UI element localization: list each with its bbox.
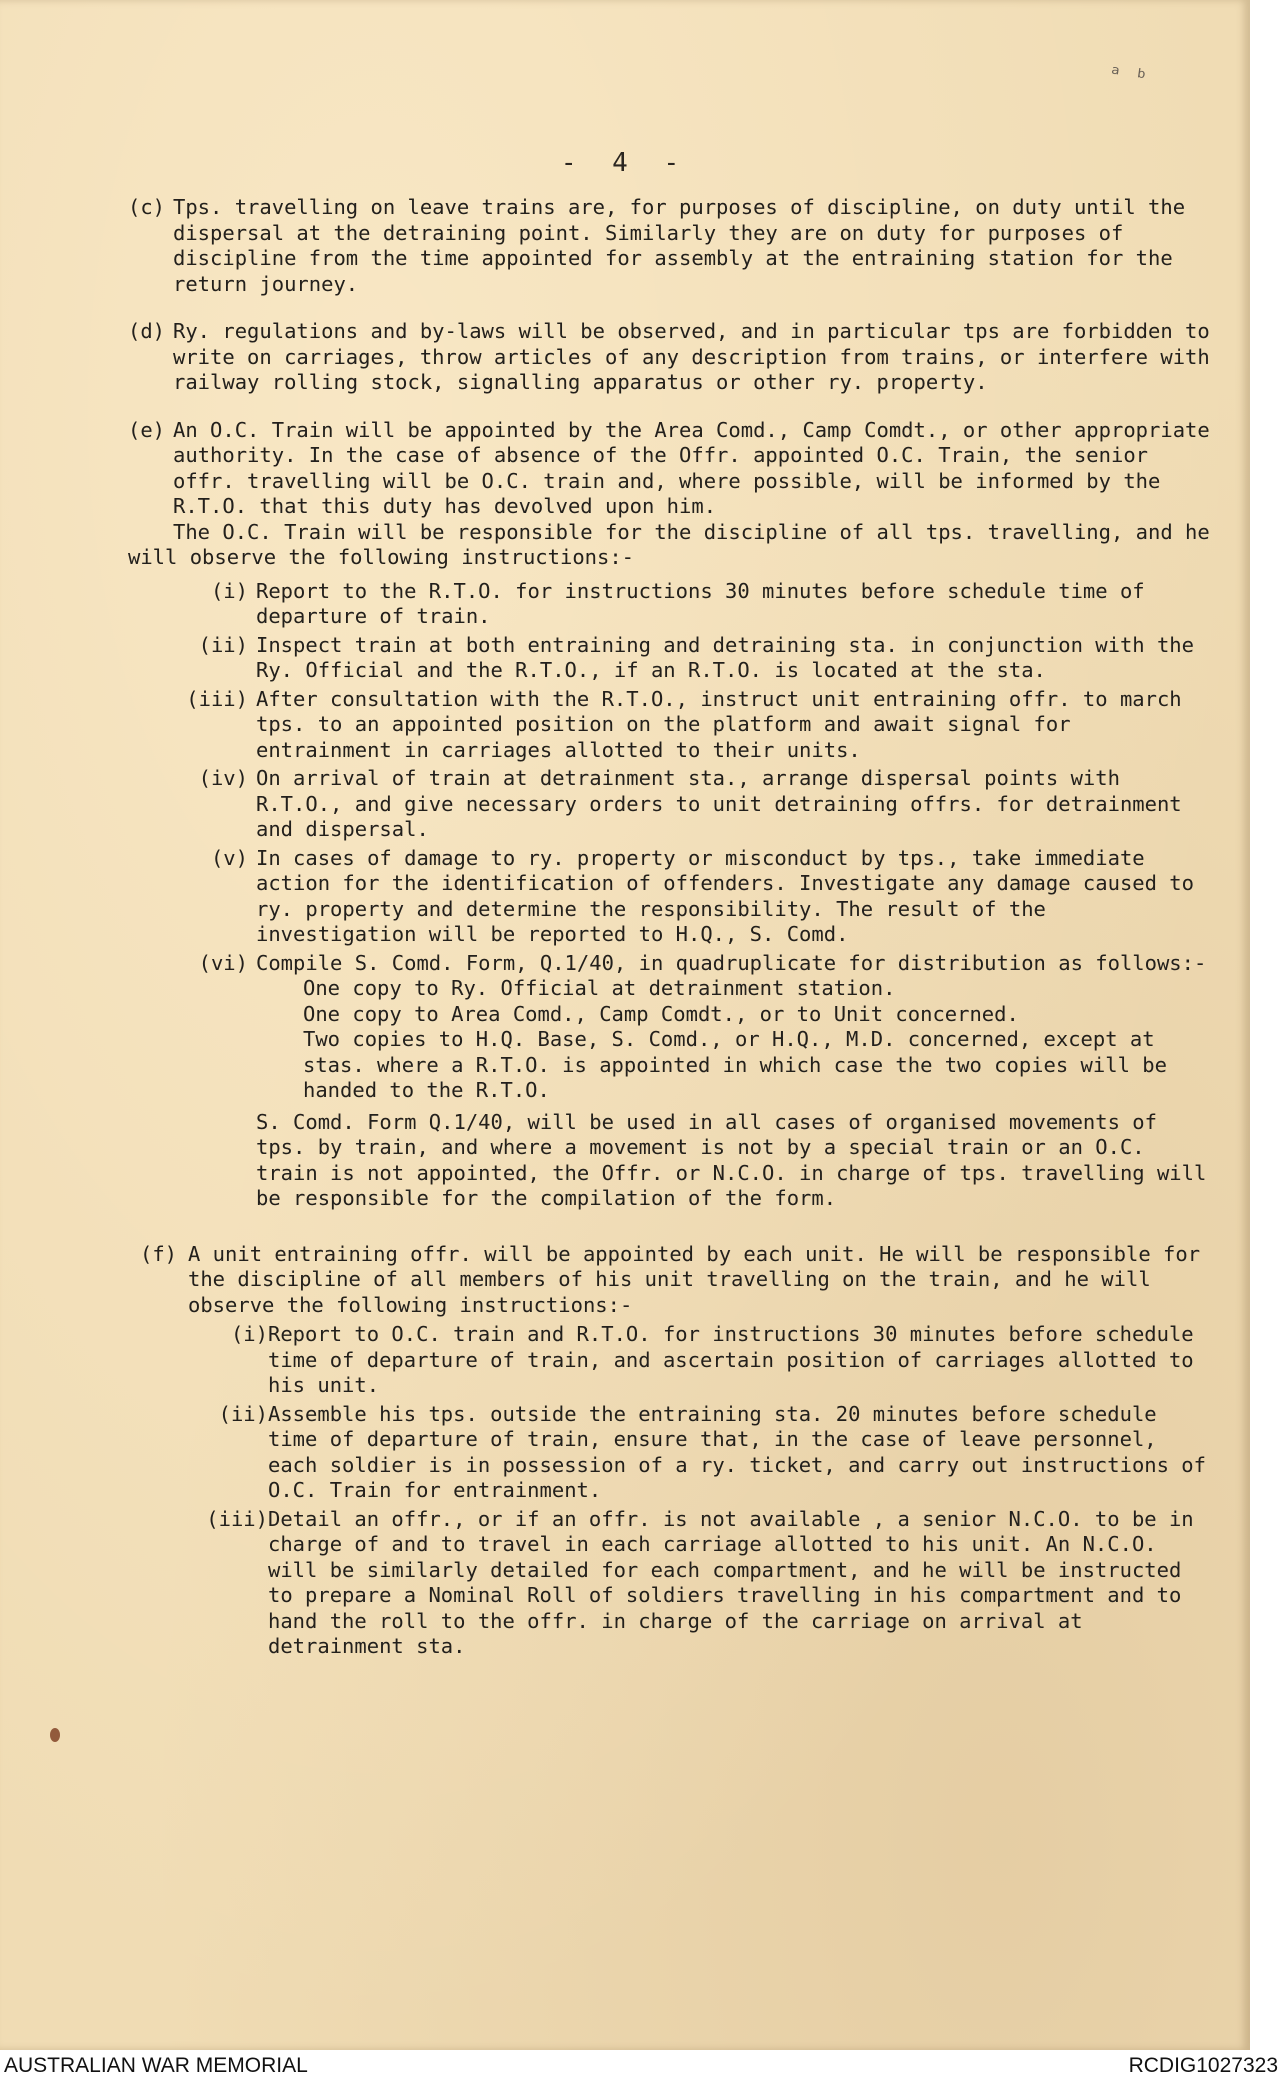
item-label: (iii) [206, 1506, 268, 1531]
item-label: (i) [210, 578, 248, 603]
paragraph-d [128, 319, 1218, 396]
list-item [128, 846, 1218, 948]
page-margin [1250, 0, 1284, 2050]
item-label: (iv) [198, 766, 248, 790]
distribution-item: One copy to Ry. Official at detrainment station. [303, 976, 896, 1000]
list-item [128, 951, 1218, 977]
list-item [128, 1402, 1218, 1504]
paragraph-c [128, 195, 1218, 297]
footer-institution: AUSTRALIAN WAR MEMORIAL [4, 2054, 308, 2077]
list-item [128, 766, 1218, 843]
paragraph-continuation: The O.C. Train will be responsible for the discipline of all tps. travelling, and he will observe the following instructions:- [128, 519, 1210, 569]
list-item [128, 1507, 1218, 1660]
paragraph-f [128, 1242, 1218, 1660]
distribution-item: One copy to Area Comd., Camp Comdt., or to Unit concerned. [303, 1001, 1019, 1026]
item-text: Report to the R.T.O. for instructions 30 minutes before schedule time of departure of train. [256, 578, 1145, 628]
item-label: (iii) [186, 686, 248, 711]
paragraph-text: An O.C. Train will be appointed by the Area Comd., Camp Comdt., or other appropriate authority. In the case of absence of the Offr. appointed O.C. Train, the senior offr. travelling will be O.C. train and, where possible, will be informed by the R.T.O. that this duty has devolved upon him. [173, 417, 1210, 518]
paragraph-text: A unit entraining offr. will be appointed by each unit. He will be responsible for the discipline of all members of his unit travelling on the train, and he will observe the following instructions:- [188, 1241, 1201, 1317]
archive-footer [0, 2050, 1284, 2082]
corner-pencil-mark: ᵃ ᵇ [1106, 61, 1150, 92]
distribution-item: Two copies to H.Q. Base, S. Comd., or H.Q., M.D. concerned, except at stas. where a R.T.O. is appointed in which case the two copies will be handed to the R.T.O. [303, 1027, 1167, 1102]
item-text: Assemble his tps. outside the entraining sta. 20 minutes before schedule time of departure of train, ensure that, in the case of leave personnel, each soldier is in possession of a ry. ticket, and carry out instructions of O.C. Train for entrainment. [268, 1401, 1206, 1502]
item-text: Detail an offr., or if an offr. is not available , a senior N.C.O. to be in charge of and to travel in each carriage allotted to his unit. An N.C.O. will be similarly detailed for each compartment, and he will be instructed to prepare a Nominal Roll of soldiers travelling in his compartment and to hand the roll to the offr. in charge of the carriage on arrival at detrainment sta. [268, 1506, 1194, 1658]
paragraph-label: (f) [140, 1241, 178, 1266]
paragraph-e [128, 418, 1218, 1212]
paragraph-label: (e) [128, 417, 166, 442]
item-text: Report to O.C. train and R.T.O. for instructions 30 minutes before schedule time of departure of train, and ascertain position of carriages allotted to his unit. [268, 1322, 1194, 1397]
ink-stain [50, 1728, 60, 1742]
item-label: (ii) [198, 632, 248, 657]
item-text: After consultation with the R.T.O., instruct unit entraining offr. to march tps. to an appointed position on the platform and await signal for entrainment in carriages allotted to their units. [256, 686, 1182, 762]
paragraph-text: Tps. travelling on leave trains are, for purposes of discipline, on duty until the dispersal at the detraining point. Similarly they are on duty for purposes of discipline from the time appointed for assembly at the entraining station for the return journey. [173, 195, 1186, 296]
paragraph-text: Ry. regulations and by-laws will be observed, and in particular tps are forbidden to write on carriages, throw articles of any description from trains, or interfere with railway rolling stock, signalling apparatus or other ry. property. [173, 319, 1210, 394]
paragraph-label: (c) [128, 195, 166, 219]
item-text: Compile S. Comd. Form, Q.1/40, in quadruplicate for distribution as follows:- [256, 950, 1207, 975]
document-body [128, 195, 1218, 1682]
list-item [128, 579, 1218, 630]
form-note: S. Comd. Form Q.1/40, will be used in all cases of organised movements of tps. by train, and where a movement is not by a special train or an O.C. train is not appointed, the Offr. or N.C.O. in charge of tps. travelling will be responsible for the compilation of the form. [256, 1109, 1207, 1210]
item-text: In cases of damage to ry. property or misconduct by tps., take immediate action for the identification of offenders. Investigate any damage caused to ry. property and determine the responsibility. The result of the investigation will be reported to H.Q., S. Comd. [256, 845, 1194, 946]
paragraph-label: (d) [128, 319, 166, 343]
item-label: (i) [230, 1322, 268, 1346]
item-text: Inspect train at both entraining and detraining sta. in conjunction with the Ry. Official and the R.T.O., if an R.T.O. is located at the sta. [256, 632, 1194, 682]
item-label: (v) [210, 845, 248, 870]
page-number: - 4 - [560, 148, 690, 178]
distribution-list [303, 976, 1218, 1104]
list-item [128, 1322, 1218, 1399]
item-label: (ii) [218, 1401, 268, 1426]
item-label: (vi) [198, 950, 248, 975]
item-text: On arrival of train at detrainment sta., arrange dispersal points with R.T.O., and give necessary orders to unit detraining offrs. for detrainment and dispersal. [256, 766, 1182, 841]
footer-record-id: RCDIG1027323 [1128, 2054, 1278, 2077]
list-item [128, 687, 1218, 764]
list-item [128, 633, 1218, 684]
